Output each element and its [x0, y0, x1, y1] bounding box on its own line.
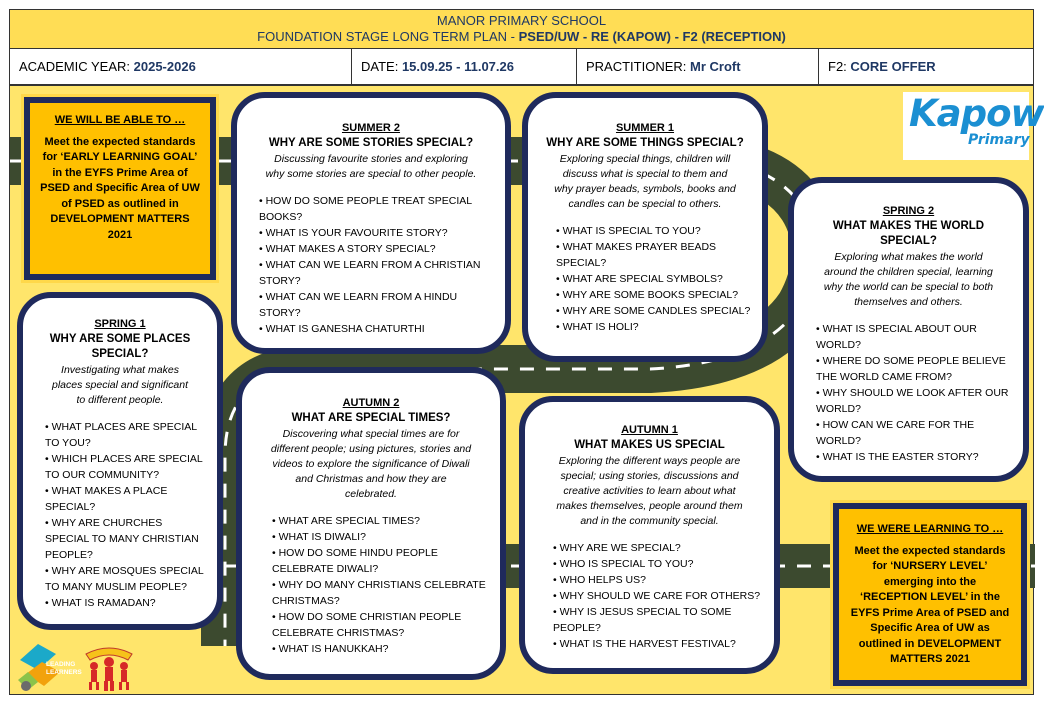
list-item: • WHAT IS HOLI?: [556, 319, 752, 335]
description: Exploring special things, children will discuss what is special to them and why prayer beads, symbols, books and candles can be special to others.: [554, 153, 736, 210]
practitioner-label: PRACTITIONER:: [586, 59, 691, 74]
offer-label: F2:: [828, 59, 851, 74]
season-label: AUTUMN 2: [342, 397, 400, 409]
list-item-cont: WORLD?: [816, 339, 861, 351]
academic-year-label: ACADEMIC YEAR:: [19, 59, 134, 74]
question-title: WHAT ARE SPECIAL TIMES?: [291, 412, 451, 424]
svg-text:LEARNERS: LEARNERS: [46, 669, 82, 676]
list-item: • WHY ARE SOME BOOKS SPECIAL?: [556, 287, 752, 303]
question-title: WHY ARE SOME THINGS SPECIAL?: [546, 137, 744, 149]
description: Exploring the different ways people are special; using stories, discussions and creative activities to learn about what makes themselves, people around them and in the community special.: [556, 455, 743, 527]
list-item: • WHERE DO SOME PEOPLE BELIEVE: [816, 353, 1013, 369]
list-item-cont: SPECIAL?: [45, 501, 96, 513]
will-be-able-box: [24, 97, 216, 280]
school-name: MANOR PRIMARY SCHOOL: [436, 13, 607, 28]
list-item-cont: PEOPLE?: [553, 622, 601, 634]
list-item: • WHAT ARE SPECIAL SYMBOLS?: [556, 271, 752, 287]
leading-learners-logo: [16, 640, 82, 692]
description: Exploring what makes the world around the children special, learning why the world can be special to both themselves and others.: [823, 251, 994, 308]
list-item-cont: CELEBRATE DIWALI?: [272, 563, 379, 575]
season-label: AUTUMN 1: [621, 424, 678, 436]
list-item: • WHY DO MANY CHRISTIANS CELEBRATE: [272, 577, 488, 593]
card-autumn-2: [236, 367, 506, 680]
question-list: [532, 223, 758, 335]
list-item: • WHY ARE SOME CANDLES SPECIAL?: [556, 303, 752, 319]
list-item: • WHY SHOULD WE CARE FOR OTHERS?: [553, 588, 762, 604]
date-cell: [352, 49, 577, 84]
offer-cell: [819, 49, 1034, 84]
list-item: • WHAT IS GANESHA CHATURTHI: [259, 321, 491, 337]
question-title: WHY ARE SOME STORIES SPECIAL?: [268, 137, 474, 149]
offer-value: CORE OFFER: [850, 59, 936, 74]
list-item-cont: THE WORLD CAME FROM?: [816, 371, 952, 383]
list-item: • WHAT IS DIWALI?: [272, 529, 488, 545]
list-item: • WHO HELPS US?: [553, 572, 762, 588]
will-be-able-line: for ‘EARLY LEARNING GOAL’: [42, 151, 198, 163]
card-summer-1: [522, 92, 768, 362]
list-item: • WHAT ARE SPECIAL TIMES?: [272, 513, 488, 529]
card-spring-1: [17, 292, 223, 630]
were-learning-line: Meet the expected standards: [854, 544, 1006, 557]
list-item-cont: CELEBRATE CHRISTMAS?: [272, 627, 405, 639]
season-label: SUMMER 1: [615, 122, 675, 134]
list-item-cont: BOOKS?: [259, 211, 303, 223]
date-label: DATE:: [361, 59, 402, 74]
list-item-cont: SPECIAL?: [556, 257, 607, 269]
list-item: • WHY ARE CHURCHES: [45, 515, 207, 531]
season-label: SUMMER 2: [341, 122, 401, 134]
list-item: • WHY ARE MOSQUES SPECIAL: [45, 563, 207, 579]
question-list: [798, 321, 1019, 465]
card-autumn-1: [519, 396, 780, 674]
list-item: • WHAT IS YOUR FAVOURITE STORY?: [259, 225, 491, 241]
practitioner-cell: [577, 49, 819, 84]
question-list: [27, 419, 213, 611]
list-item: • WHAT MAKES PRAYER BEADS: [556, 239, 752, 255]
list-item: • WHICH PLACES ARE SPECIAL: [45, 451, 207, 467]
plan-title-prefix: FOUNDATION STAGE LONG TERM PLAN -: [257, 29, 519, 44]
question-list: [245, 193, 497, 337]
list-item: • HOW DO SOME CHRISTIAN PEOPLE: [272, 609, 488, 625]
list-item: • HOW DO SOME PEOPLE TREAT SPECIAL: [259, 193, 491, 209]
academic-year-value: 2025-2026: [133, 59, 196, 74]
list-item: • WHY ARE WE SPECIAL?: [553, 540, 762, 556]
description: Discussing favourite stories and exploring why some stories are special to other people.: [265, 153, 477, 180]
question-list: [531, 540, 768, 652]
list-item-cont: CHRISTMAS?: [272, 595, 340, 607]
list-item: • WHAT MAKES A STORY SPECIAL?: [259, 241, 491, 257]
list-item: • HOW CAN WE CARE FOR THE: [816, 417, 1013, 433]
list-item-cont: STORY?: [259, 275, 301, 287]
were-learning-line: Specific Area of UW as: [870, 622, 990, 634]
list-item: • HOW DO SOME HINDU PEOPLE: [272, 545, 488, 561]
academic-year-cell: [10, 49, 352, 84]
list-item: • WHY IS JESUS SPECIAL TO SOME: [553, 604, 762, 620]
will-be-able-line: 2021: [107, 228, 133, 241]
plan-title-bold: PSED/UW - RE (KAPOW) - F2 (RECEPTION): [518, 29, 786, 44]
school-crest-icon: [80, 640, 138, 692]
kapow-logo-brand: Kapow: [909, 92, 1044, 135]
season-label: SPRING 2: [882, 205, 935, 217]
list-item: • WHAT IS THE HARVEST FESTIVAL?: [553, 636, 762, 652]
list-item: • WHAT IS HANUKKAH?: [272, 641, 488, 657]
were-learning-line: EYFS Prime Area of PSED and: [850, 606, 1010, 619]
practitioner-value: Mr Croft: [690, 59, 741, 74]
list-item: • WHAT IS THE EASTER STORY?: [816, 449, 1013, 465]
list-item-cont: TO MANY MUSLIM PEOPLE?: [45, 581, 187, 593]
list-item: • WHAT MAKES A PLACE: [45, 483, 207, 499]
plan-header: [9, 9, 1034, 49]
season-label: SPRING 1: [94, 318, 146, 330]
will-be-able-line: in the EYFS Prime Area of: [52, 166, 188, 179]
were-learning-title: WE WERE LEARNING TO …: [856, 523, 1004, 535]
list-item: • WHAT IS RAMADAN?: [45, 595, 207, 611]
will-be-able-line: DEVELOPMENT MATTERS: [50, 213, 190, 225]
date-value: 15.09.25 - 11.07.26: [401, 59, 514, 74]
svg-text:LEADING: LEADING: [46, 661, 76, 668]
list-item-cont: WORLD?: [816, 435, 861, 447]
plan-title: [10, 29, 1033, 45]
list-item: • WHAT IS SPECIAL ABOUT OUR: [816, 321, 1013, 337]
were-learning-line: for ‘NURSERY LEVEL’: [872, 560, 988, 572]
list-item: • WHAT IS SPECIAL TO YOU?: [556, 223, 752, 239]
kapow-logo-sub: Primary: [968, 132, 1030, 148]
list-item: • WHY SHOULD WE LOOK AFTER OUR: [816, 385, 1013, 401]
card-spring-2: [788, 177, 1029, 482]
kapow-logo: [903, 92, 1044, 160]
question-title: WHAT MAKES US SPECIAL: [574, 439, 725, 451]
card-summer-2: [231, 92, 511, 354]
were-learning-line: outlined in DEVELOPMENT: [858, 637, 1002, 650]
were-learning-line: emerging into the: [883, 575, 977, 588]
list-item-cont: WORLD?: [816, 403, 861, 415]
list-item-cont: PEOPLE?: [45, 549, 93, 561]
list-item-cont: STORY?: [259, 307, 301, 319]
will-be-able-title: WE WILL BE ABLE TO …: [54, 114, 186, 126]
were-learning-box: [833, 503, 1027, 686]
will-be-able-line: PSED and Specific Area of UW: [40, 182, 200, 194]
list-item-cont: TO OUR COMMUNITY?: [45, 469, 160, 481]
were-learning-line: ‘RECEPTION LEVEL’ in the: [860, 591, 1000, 603]
question-title: WHAT MAKES THE WORLD SPECIAL?: [832, 220, 985, 247]
question-title: WHY ARE SOME PLACES SPECIAL?: [49, 333, 191, 360]
will-be-able-line: Meet the expected standards: [44, 135, 196, 148]
list-item-cont: SPECIAL TO MANY CHRISTIAN: [45, 533, 199, 545]
info-bar: [9, 49, 1034, 85]
list-item-cont: TO YOU?: [45, 437, 91, 449]
will-be-able-line: of PSED as outlined in: [61, 197, 179, 210]
list-item: • WHAT CAN WE LEARN FROM A HINDU: [259, 289, 491, 305]
question-list: [248, 513, 494, 657]
list-item: • WHO IS SPECIAL TO YOU?: [553, 556, 762, 572]
description: Investigating what makes places special and significant to different people.: [52, 364, 188, 406]
list-item: • WHAT CAN WE LEARN FROM A CHRISTIAN: [259, 257, 491, 273]
list-item: • WHAT PLACES ARE SPECIAL: [45, 419, 207, 435]
description: Discovering what special times are for different people; using pictures, stories and videos to explore the significance of Diwali and Christmas and how they are celebrated.: [270, 428, 472, 500]
were-learning-line: MATTERS 2021: [890, 653, 970, 665]
